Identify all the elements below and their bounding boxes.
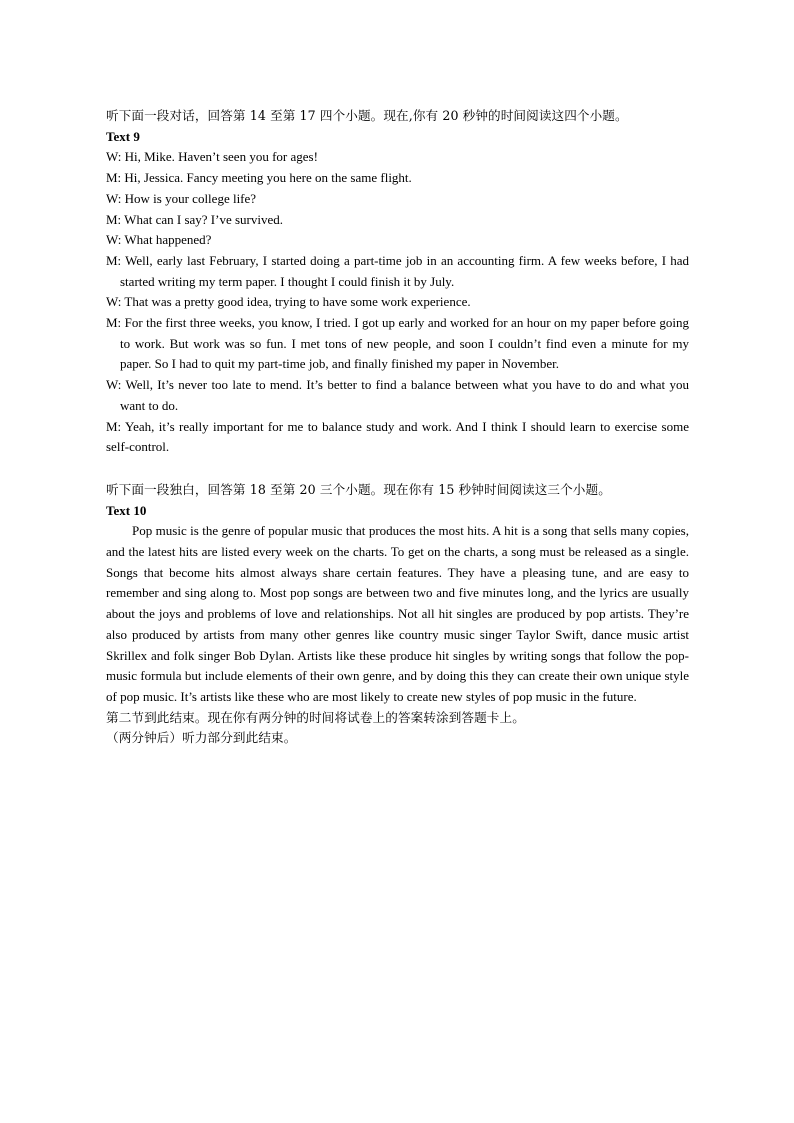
dialogue-line: W: Well, It’s never too late to mend. It’s better to find a balance between what you have to do and what you want to do.	[106, 377, 689, 413]
dialogue-line: M: Hi, Jessica. Fancy meeting you here on the same flight.	[106, 170, 412, 186]
closing-line-2: （两分钟后）听力部分到此结束。	[106, 730, 297, 746]
dialogue-line: W: Hi, Mike. Haven’t seen you for ages!	[106, 149, 318, 165]
text10-heading: Text 10	[106, 502, 147, 518]
text10-instruction: 听下面一段独白，回答第 18 至第 20 三个小题。现在你有 15 秒钟时间阅读这三个小题。	[106, 481, 611, 497]
dialogue-line: M: What can I say? I’ve survived.	[106, 211, 284, 227]
dialogue-line: W: That was a pretty good idea, trying to have some work experience.	[106, 294, 471, 310]
document-page	[106, 106, 689, 749]
section-spacer	[106, 458, 689, 480]
text9-instruction: 听下面一段对话，回答第 14 至第 17 四个小题。现在,你有 20 秒钟的时间阅读这四个小题。	[106, 108, 628, 123]
text10-monologue: Pop music is the genre of popular music that produces the most hits. A hit is a song that sells many copies, and the latest hits are listed every week on the charts. To get on the charts, a song must be released as a single. Songs that become hits almost always share certain features. They have a pleasing tune, and are easy to remember and sing along to. Most pop songs are between two and five minutes long, and the lyrics are usually about the joys and problems of love and relationships. Not all hit singles are produced by pop artists. They’re also produced by artists from many other genres like country music singer Taylor Swift, dance music artist Skrillex and folk singer Bob Dylan. Artists like these produce hit singles by writing songs that follow the pop-music formula but include elements of their own genre, and by doing this they can create their own unique style of pop music. It’s artists like these who are most likely to create new styles of pop music in the future.	[106, 523, 689, 704]
dialogue-line: W: How is your college life?	[106, 190, 257, 206]
dialogue-line: M: Well, early last February, I started doing a part-time job in an accounting firm. A few weeks before, I had started writing my term paper. I thought I could finish it by July.	[106, 252, 689, 289]
text9-heading: Text 9	[106, 128, 140, 144]
dialogue-line: M: Yeah, it’s really important for me to balance study and work. And I think I should learn to exercise some self-control.	[106, 418, 689, 455]
text9-dialogue	[106, 147, 689, 458]
closing-line-1: 第二节到此结束。现在你有两分钟的时间将试卷上的答案转涂到答题卡上。	[106, 709, 525, 725]
dialogue-line: M: For the first three weeks, you know, I tried. I got up early and worked for an hour on my paper before going to work. But work was so fun. I met tons of new people, and soon I couldn’t find even a minute for my paper. So I had to quit my part-time job, and finally finished my paper in November.	[106, 315, 689, 372]
dialogue-line: W: What happened?	[106, 232, 212, 248]
